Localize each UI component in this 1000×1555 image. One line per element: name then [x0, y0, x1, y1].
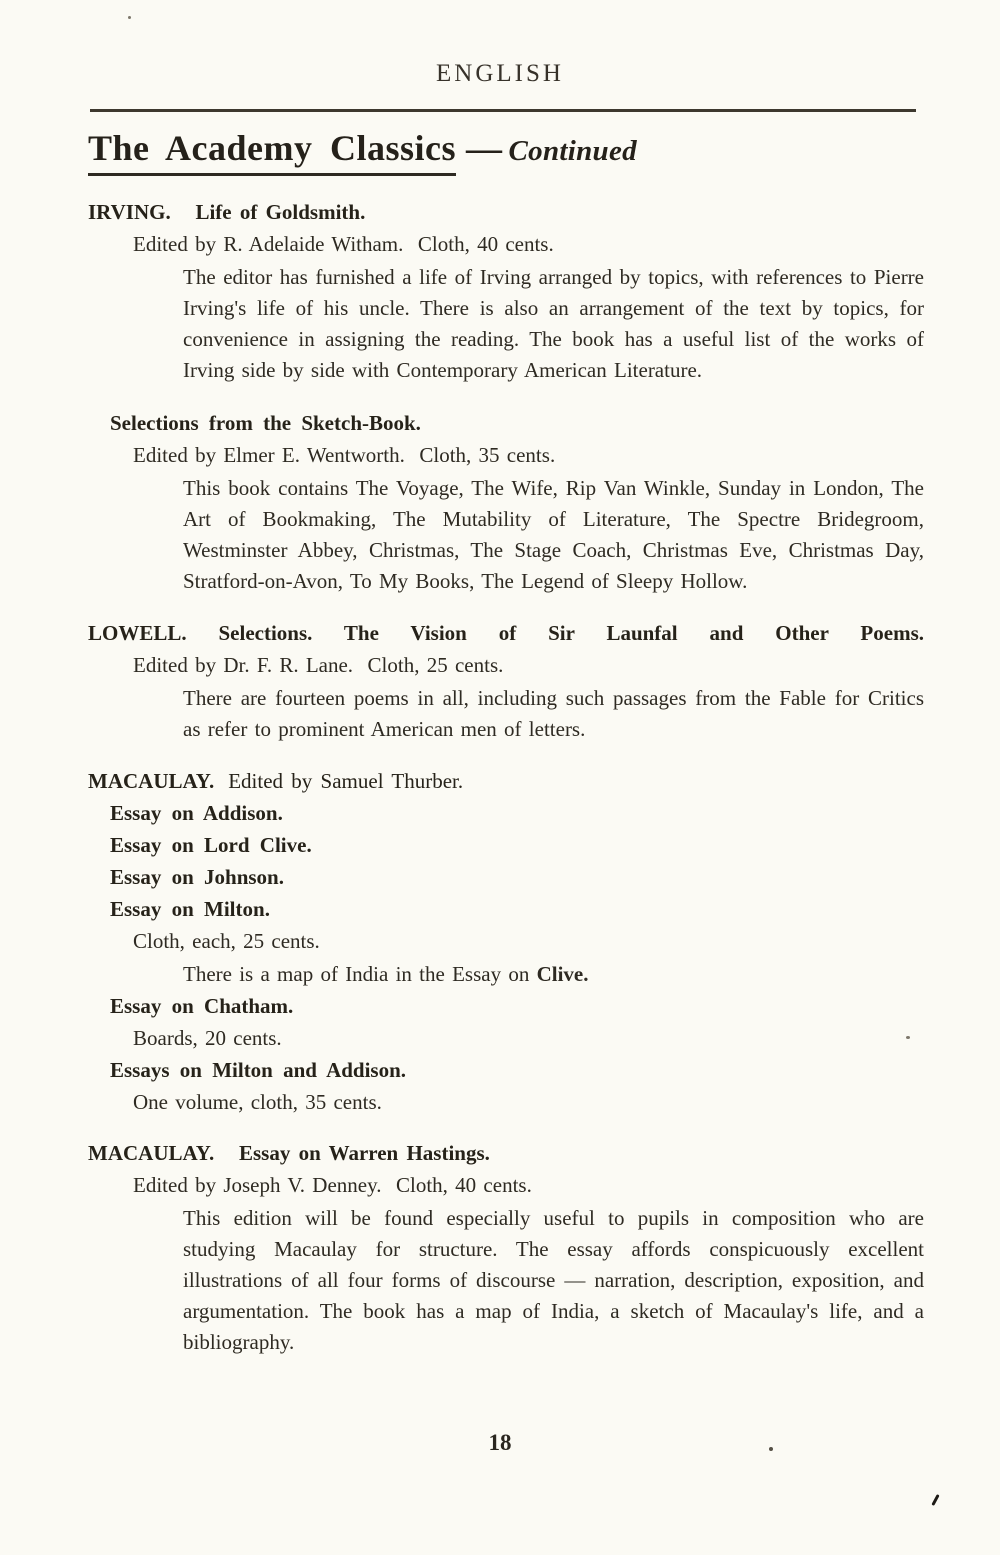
page-number: 18 [488, 1430, 512, 1455]
scan-speck [128, 16, 131, 19]
scan-mark [931, 1494, 939, 1506]
entry-description: This edition will be found especially useful to pupils in composition who are studying Macaulay for structure. The essay affords conspicuously excellent illustrations of all four forms of discourse — narration, description, exposition, and argumentation. The book has a map of India, a sketch of Macaulay's life, and a bibliography. [183, 1206, 924, 1354]
price-line: Boards, 20 cents. [133, 1026, 282, 1050]
map-note-text: There is a map of India in the Essay on [183, 962, 537, 986]
entry-heading: IRVING. Life of Goldsmith. [88, 200, 366, 224]
entry-description: There are fourteen poems in all, including such passages from the Fable for Critics as refer to prominent American men of letters. [183, 686, 924, 741]
entry-heading: LOWELL. Selections. The Vision of Sir Launfal and Other Poems. [88, 621, 924, 645]
running-head: ENGLISH [436, 60, 564, 87]
essay-title: Essay on Johnson. [110, 865, 284, 889]
scan-speck [906, 1036, 910, 1039]
entry-author: MACAULAY. [88, 769, 215, 793]
entry-description: This book contains The Voyage, The Wife, Rip Van Winkle, Sunday in London, The Art of Bookmaking, The Mutability of Literature, The Spectre Bridegroom, Westminster Abbey, Christmas, The Stage Coach, Christmas Eve, Christmas Day, Stratford-on-Avon, To My Books, The Legend of Sleepy Hollow. [183, 476, 924, 593]
entry-heading: Selections from the Sketch-Book. [110, 411, 421, 435]
entry-heading: MACAULAY. Essay on Warren Hastings. [88, 1141, 490, 1165]
essay-title: Essay on Lord Clive. [110, 833, 312, 857]
header-rule [90, 109, 916, 112]
entry-irving-goldsmith [88, 198, 924, 386]
page-content [88, 124, 924, 1358]
price-line: One volume, cloth, 35 cents. [133, 1090, 382, 1114]
entry-credit: Edited by Joseph V. Denney. Cloth, 40 cents. [133, 1173, 532, 1197]
entry-editor: Edited by Samuel Thurber. [228, 769, 464, 793]
title-main: The Academy Classics [88, 128, 456, 176]
map-note-title: Clive. [536, 962, 589, 986]
entry-heading [88, 767, 924, 796]
essay-title: Essay on Addison. [110, 801, 283, 825]
entry-credit: Edited by Elmer E. Wentworth. Cloth, 35 cents. [133, 443, 556, 467]
entry-macaulay-essays [88, 767, 924, 1117]
entry-lowell-launfal [88, 619, 924, 745]
page-title [88, 128, 924, 176]
entry-sketch-book [88, 408, 924, 597]
essay-title: Essay on Chatham. [110, 994, 294, 1018]
essay-title: Essays on Milton and Addison. [110, 1058, 407, 1082]
entry-description: The editor has furnished a life of Irving arranged by topics, with references to Pierre Irving's life of his uncle. There is also an arrangement of the text by topics, for convenience in assigning the reading. The book has a useful list of the works of Irving side by side with Contemporary American Literature. [183, 265, 924, 382]
title-dash: — [466, 128, 503, 168]
entry-credit: Edited by Dr. F. R. Lane. Cloth, 25 cents. [133, 653, 504, 677]
essay-title: Essay on Milton. [110, 897, 270, 921]
title-continued: Continued [508, 135, 637, 167]
entry-credit: Edited by R. Adelaide Witham. Cloth, 40 cents. [133, 232, 554, 256]
price-line: Cloth, each, 25 cents. [133, 929, 320, 953]
entry-warren-hastings [88, 1139, 924, 1358]
map-note [183, 959, 924, 989]
scan-speck [769, 1447, 773, 1451]
